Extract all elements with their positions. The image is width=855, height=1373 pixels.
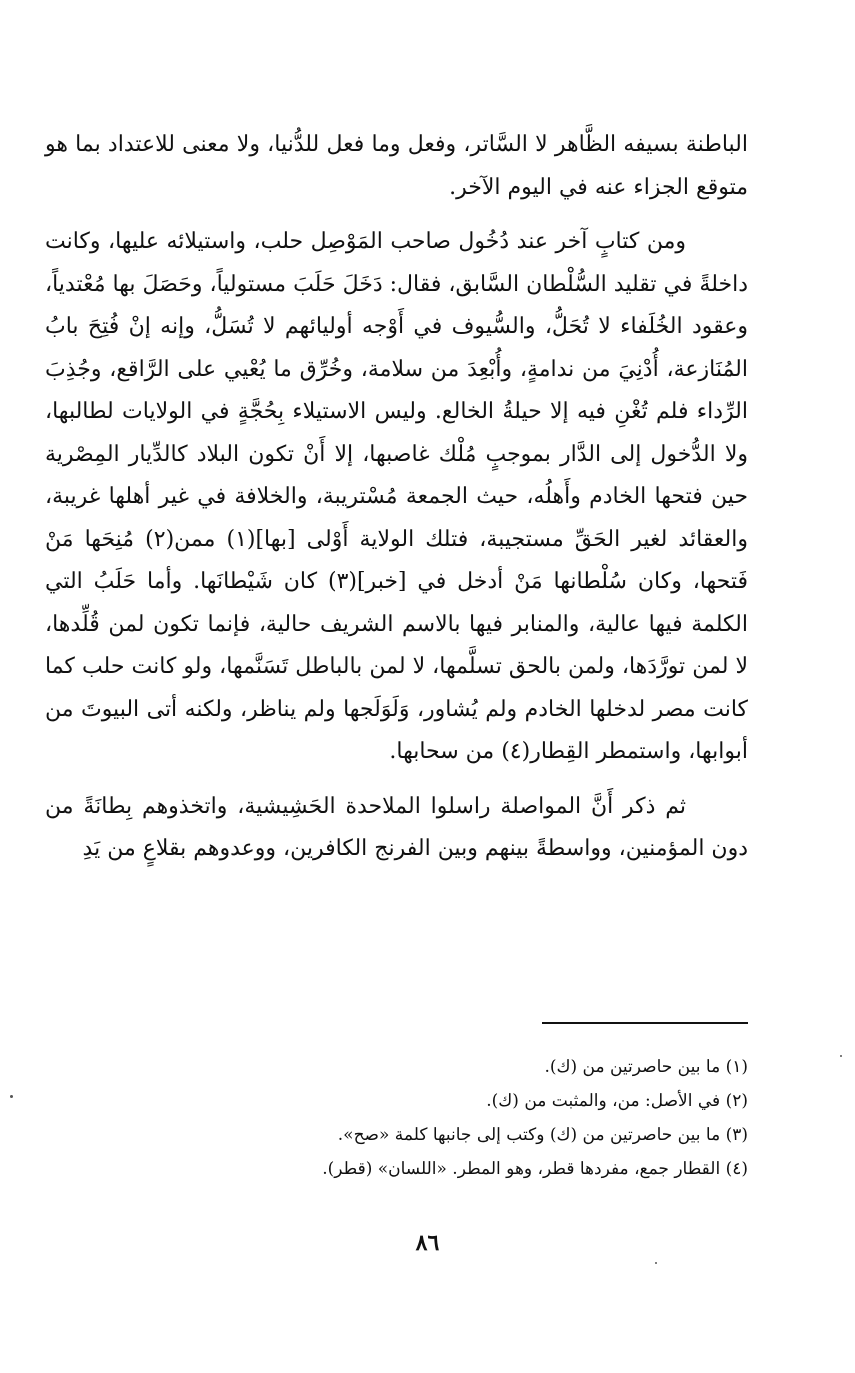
paragraph-mawasila: ثم ذكر أَنَّ المواصلة راسلوا الملاحدة الحَشِيشية، واتخذوهم بِطانَةً من دون المؤمنين، وواسطةً بينهم وبين الفرنج الكافرين، ووعدوهم بقلاعٍ من يَدِ xyxy=(45,793,748,861)
footnote-separator xyxy=(542,1022,748,1024)
paragraph-continuation: الباطنة بسيفه الظَّاهر لا السَّاتر، وفعل وما فعل للدُّنيا، ولا معنى للاعتداد بما هو متوقع الجزاء عنه في اليوم الآخر. xyxy=(45,132,748,200)
footnotes-list xyxy=(148,1050,748,1186)
main-text xyxy=(45,124,748,883)
footnote-4: (٤) القطار جمع، مفردها قطر، وهو المطر. «اللسان» (قطر). xyxy=(322,1159,748,1179)
scan-speck xyxy=(840,1055,842,1057)
scan-speck xyxy=(655,1262,657,1264)
footnote-3: (٣) ما بين حاصرتين من (ك) وكتب إلى جانبها كلمة «صح». xyxy=(337,1125,748,1145)
footnote-2: (٢) في الأصل: من، والمثبت من (ك). xyxy=(486,1091,748,1111)
scan-speck xyxy=(10,1095,13,1098)
page-number: ٨٦ xyxy=(415,1230,440,1256)
footnote-1: (١) ما بين حاصرتين من (ك). xyxy=(544,1057,748,1077)
paragraph-letter: ومن كتابٍ آخر عند دُخُول صاحب المَوْصِل حلب، واستيلائه عليها، وكانت داخلةً في تقليد السُّلْطان السَّابق، فقال: دَخَلَ حَلَبَ مستولياً، وحَصَلَ بها مُعْتدياً، وعقود الخُلَفاء لا تُحَلُّ، والسُّيوف في أَوْجه أوليائهم لا تُسَلُّ، وإنه إنْ فُتِحَ بابُ المُنَازعة، أُدْنِيَ من ندامةٍ، وأُبْعِدَ من سلامة، وخُرِّق ما يُعْيي على الرَّاقع، وجُذِبَ الرِّداء فلم تُغْنِ فيه إلا حيلةُ الخالع. وليس الاستيلاء بِحُجَّةٍ في الولايات لطالبها، ولا الدُّخول إلى الدَّار بموجبٍ مُلْك غاصبها، إلا أَنْ تكون البلاد كالدِّيار المِصْرية حين فتحها الخادم وأَهلُه، حيث الجمعة مُسْتريبة، والخلافة في غير أهلها غريبة، والعقائد لغير الحَقِّ مستجيبة، فتلك الولاية أَوْلى [بها](١) ممن(٢) مُنِحَها مَنْ فَتحها، وكان سُلْطانها مَنْ أدخل في [خبر](٣) كان شَيْطانَها. وأما حَلَبُ التي الكلمة فيها عالية، والمنابر فيها بالاسم الشريف حالية، فإنما تكون لمن قُلِّدها، لا لمن تورَّدَها، ولمن بالحق تسلَّمها، لا لمن بالباطل تَسَنَّمها، ولو كانت حلب كما كانت مصر لدخلها الخادم ولم يُشاور، وَلَوَلَجها ولم يناظر، ولكنه أتى البيوتَ من أبوابها، واستمطر القِطار(٤) من سحابها. xyxy=(45,229,748,764)
